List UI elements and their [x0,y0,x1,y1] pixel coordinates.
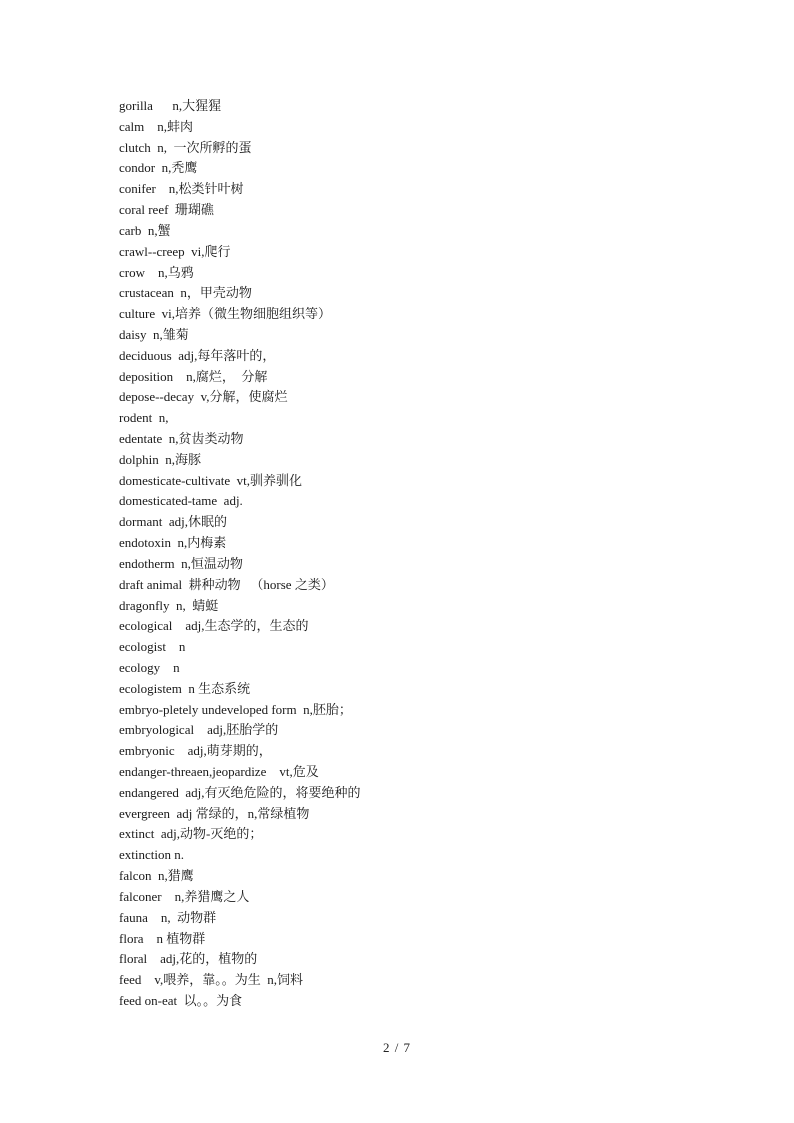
vocabulary-entry: domesticated-tame adj. [119,493,243,509]
vocabulary-entry: daisy n,雏菊 [119,326,189,342]
vocabulary-entry: conifer n,松类针叶树 [119,181,244,197]
vocabulary-entry: feed v,喂养，靠。。为生 n,饲料 [119,972,304,988]
vocabulary-entry: dolphin n,海豚 [119,451,201,467]
vocabulary-entry: rodent n, [119,410,169,426]
vocabulary-entry: feed on-eat 以。。为食 [119,992,243,1008]
vocabulary-entry: embryo-pletely undeveloped form n,胚胎； [119,701,352,717]
vocabulary-entry: condor n,秃鹰 [119,160,198,176]
vocabulary-entry: extinct adj,动物-灭绝的； [119,826,263,842]
vocabulary-entry: fauna n, 动物群 [119,909,217,925]
vocabulary-entry: edentate n,贫齿类动物 [119,431,244,446]
vocabulary-entry: carb n,蟹 [119,222,171,238]
vocabulary-entry: ecological adj,生态学的，生态的 [119,618,309,634]
vocabulary-entry: floral adj,花的，植物的 [119,951,258,967]
vocabulary-list [119,96,719,1012]
vocabulary-entry: crawl--creep vi,爬行 [119,243,231,259]
vocabulary-entry: falcon n,猎鹰 [119,868,194,884]
vocabulary-entry: ecologist n [119,639,186,655]
vocabulary-entry: endotherm n,恒温动物 [119,555,243,571]
vocabulary-entry: extinction n. [119,847,184,863]
vocabulary-entry: crow n,乌鸦 [119,264,194,280]
vocabulary-entry: flora n 植物群 [119,930,206,946]
page-number: 2 / 7 [382,1040,412,1055]
vocabulary-entry: endotoxin n,内梅素 [119,535,227,551]
vocabulary-entry: embryological adj,胚胎学的 [119,722,279,738]
vocabulary-entry: clutch n, 一次所孵的蛋 [119,139,252,155]
vocabulary-entry: dormant adj,休眠的 [119,514,227,530]
vocabulary-entry: calm n,蚌肉 [119,118,194,134]
vocabulary-entry: depose--decay v,分解，使腐烂 [119,389,288,405]
vocabulary-entry: ecologistem n 生态系统 [119,680,251,696]
vocabulary-entry: evergreen adj 常绿的，n,常绿植物 [119,805,310,821]
vocabulary-entry: domesticate-cultivate vt,驯养驯化 [119,472,303,488]
vocabulary-entry: gorilla n,大猩猩 [119,98,222,113]
vocabulary-entry: falconer n,养猎鹰之人 [119,888,250,904]
vocabulary-entry: ecology n [119,659,180,675]
vocabulary-entry: coral reef 珊瑚礁 [119,202,214,218]
vocabulary-entry: endangered adj,有灭绝危险的，将要绝种的 [119,784,361,800]
vocabulary-entry: dragonfly n, 蜻蜓 [119,597,219,613]
vocabulary-entry: deposition n,腐烂， 分解 [119,368,268,384]
vocabulary-entry: embryonic adj,萌芽期的， [119,743,272,759]
vocabulary-entry: deciduous adj,每年落叶的， [119,347,276,363]
vocabulary-entry: draft animal 耕种动物 （horse 之类） [119,576,334,592]
vocabulary-entry: endanger-threaen,jeopardize vt,危及 [119,764,319,779]
vocabulary-entry: culture vi,培养（微生物细胞组织等） [119,306,331,322]
vocabulary-entry: crustacean n，甲壳动物 [119,285,252,301]
